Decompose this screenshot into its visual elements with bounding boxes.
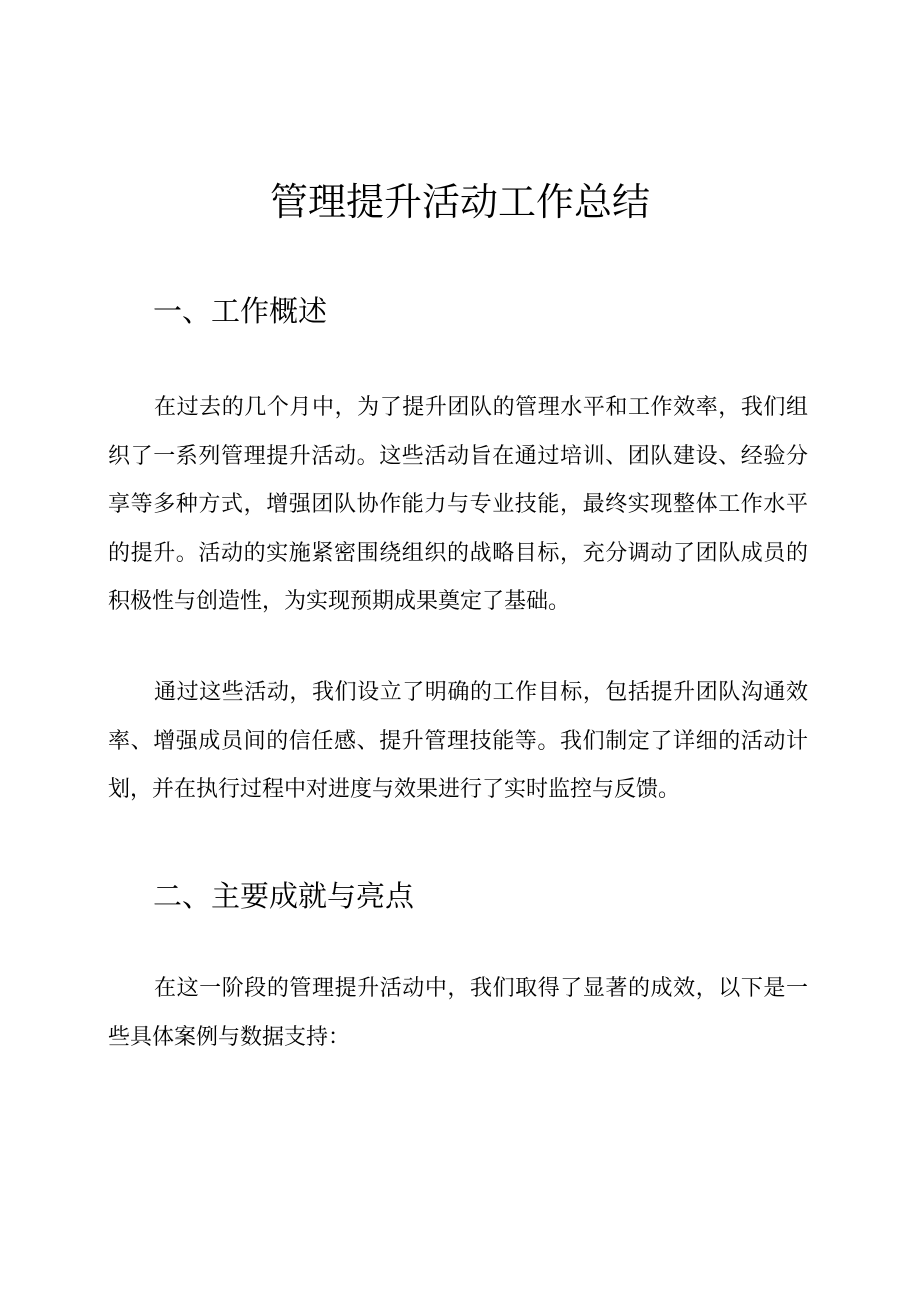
paragraph-overview-2: 通过这些活动，我们设立了明确的工作目标，包括提升团队沟通效率、增强成员间的信任感、提升管理技能等。我们制定了详细的活动计划，并在执行过程中对进度与效果进行了实时监控与反馈。 xyxy=(108,680,808,802)
paragraph-overview-1: 在过去的几个月中，为了提升团队的管理水平和工作效率，我们组织了一系列管理提升活动。这些活动旨在通过培训、团队建设、经验分享等多种方式，增强团队协作能力与专业技能，最终实现整体工作水平的提升。活动的实施紧密围绕组织的战略目标，充分调动了团队成员的积极性与创造性，为实现预期成果奠定了基础。 xyxy=(108,395,808,614)
paragraph-achievements-1: 在这一阶段的管理提升活动中，我们取得了显著的成效，以下是一些具体案例与数据支持： xyxy=(108,976,808,1050)
section-heading-achievements: 二、主要成就与亮点 xyxy=(153,879,415,913)
document-title: 管理提升活动工作总结 xyxy=(269,180,650,224)
section-heading-overview: 一、工作概述 xyxy=(153,294,328,328)
